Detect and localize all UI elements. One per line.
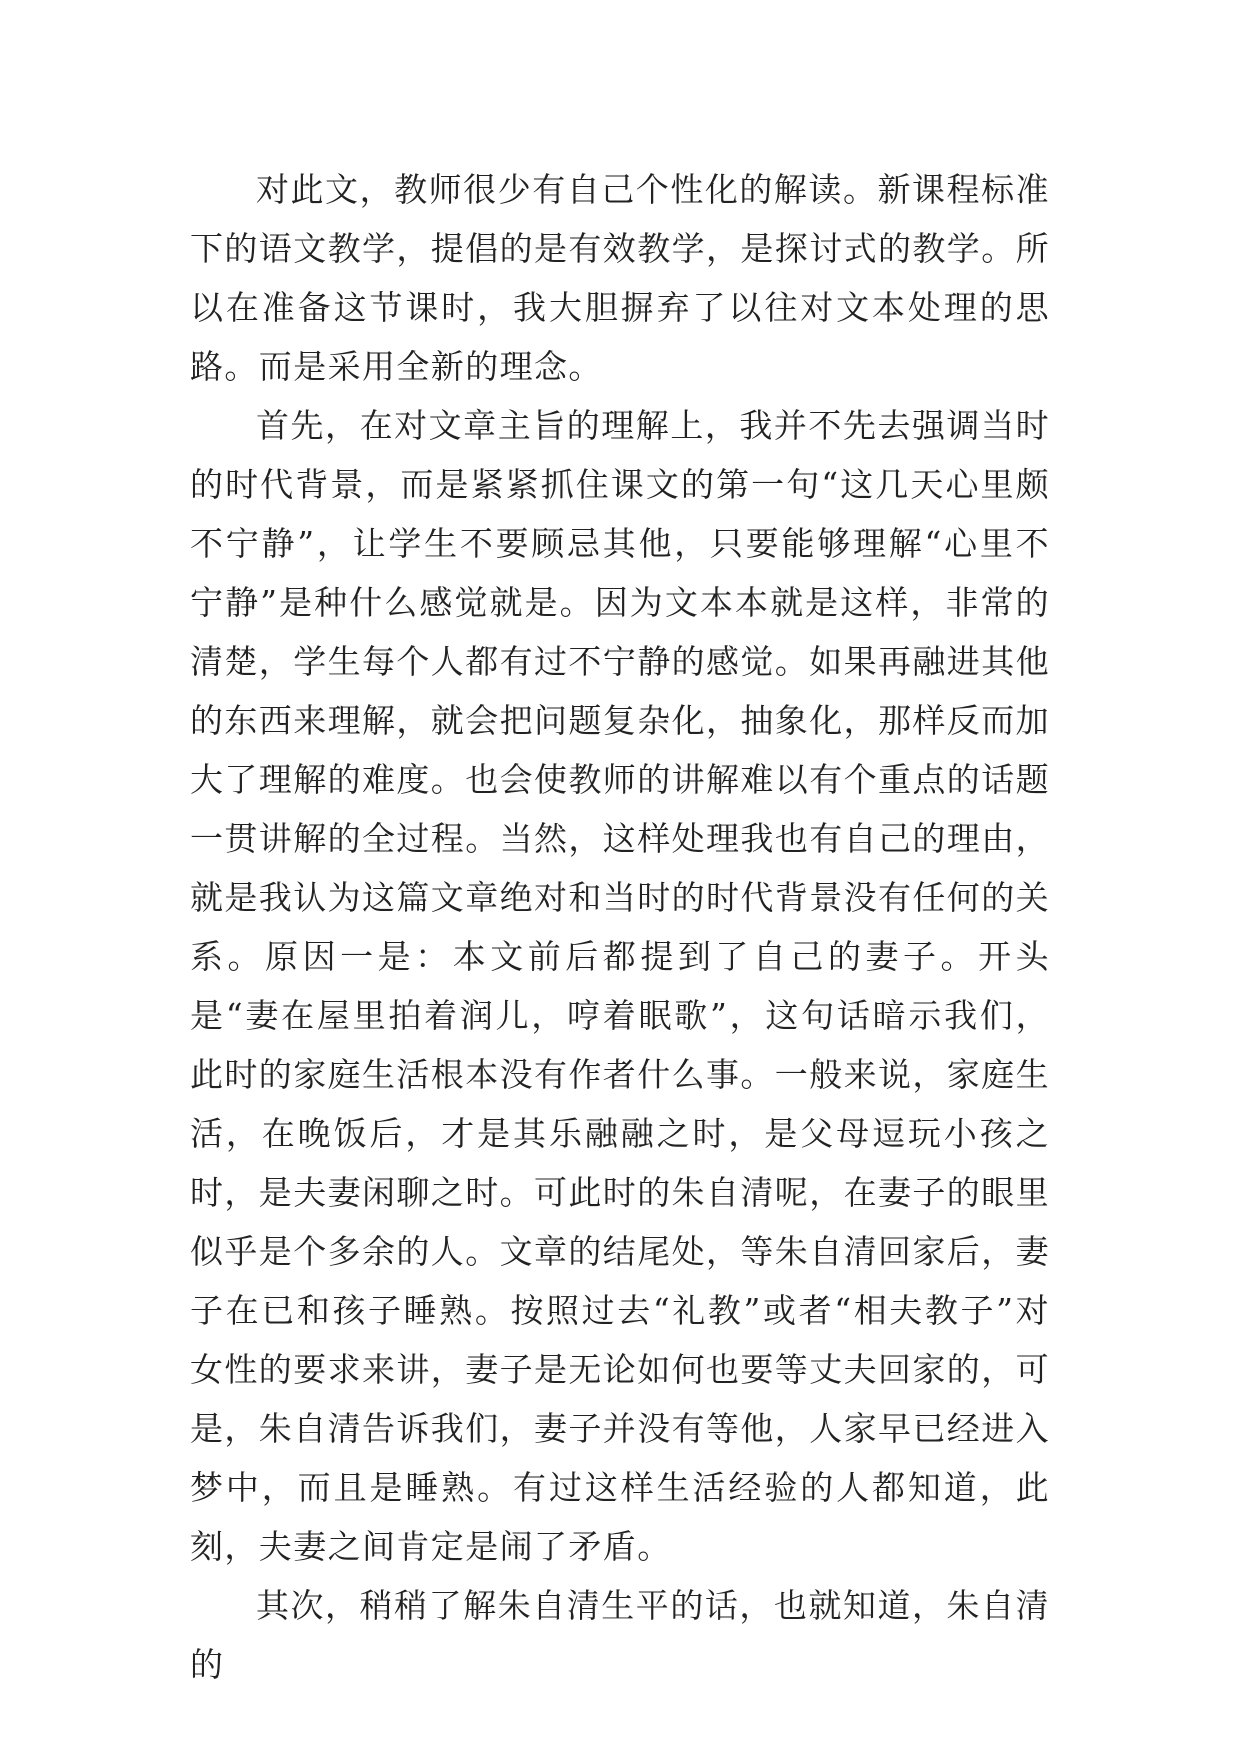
paragraph-2: 首先，在对文章主旨的理解上，我并不先去强调当时的时代背景，而是紧紧抓住课文的第一句“这几天心里颇不宁静”，让学生不要顾忌其他，只要能够理解“心里不宁静”是种什么感觉就是。因为文本本就是这样，非常的清楚，学生每个人都有过不宁静的感觉。如果再融进其他的东西来理解，就会把问题复杂化，抽象化，那样反而加大了理解的难度。也会使教师的讲解难以有个重点的话题一贯讲解的全过程。当然，这样处理我也有自己的理由，就是我认为这篇文章绝对和当时的时代背景没有任何的关系。原因一是：本文前后都提到了自己的妻子。开头是“妻在屋里拍着润儿，哼着眠歌”，这句话暗示我们，此时的家庭生活根本没有作者什么事。一般来说，家庭生活，在晚饭后，才是其乐融融之时，是父母逗玩小孩之时，是夫妻闲聊之时。可此时的朱自清呢，在妻子的眼里似乎是个多余的人。文章的结尾处，等朱自清回家后，妻子在已和孩子睡熟。按照过去“礼教”或者“相夫教子”对女性的要求来讲，妻子是无论如何也要等丈夫回家的，可是，朱自清告诉我们，妻子并没有等他，人家早已经进入梦中，而且是睡熟。有过这样生活经验的人都知道，此刻，夫妻之间肯定是闹了矛盾。 [190, 406, 1050, 1566]
paragraph-3: 其次，稍稍了解朱自清生平的话，也就知道，朱自清的 [190, 1586, 1050, 1684]
paragraph-1: 对此文，教师很少有自己个性化的解读。新课程标准下的语文教学，提倡的是有效教学，是探讨式的教学。所以在准备这节课时，我大胆摒弃了以往对文本处理的思路。而是采用全新的理念。 [190, 170, 1050, 386]
document-page [190, 160, 1050, 1694]
